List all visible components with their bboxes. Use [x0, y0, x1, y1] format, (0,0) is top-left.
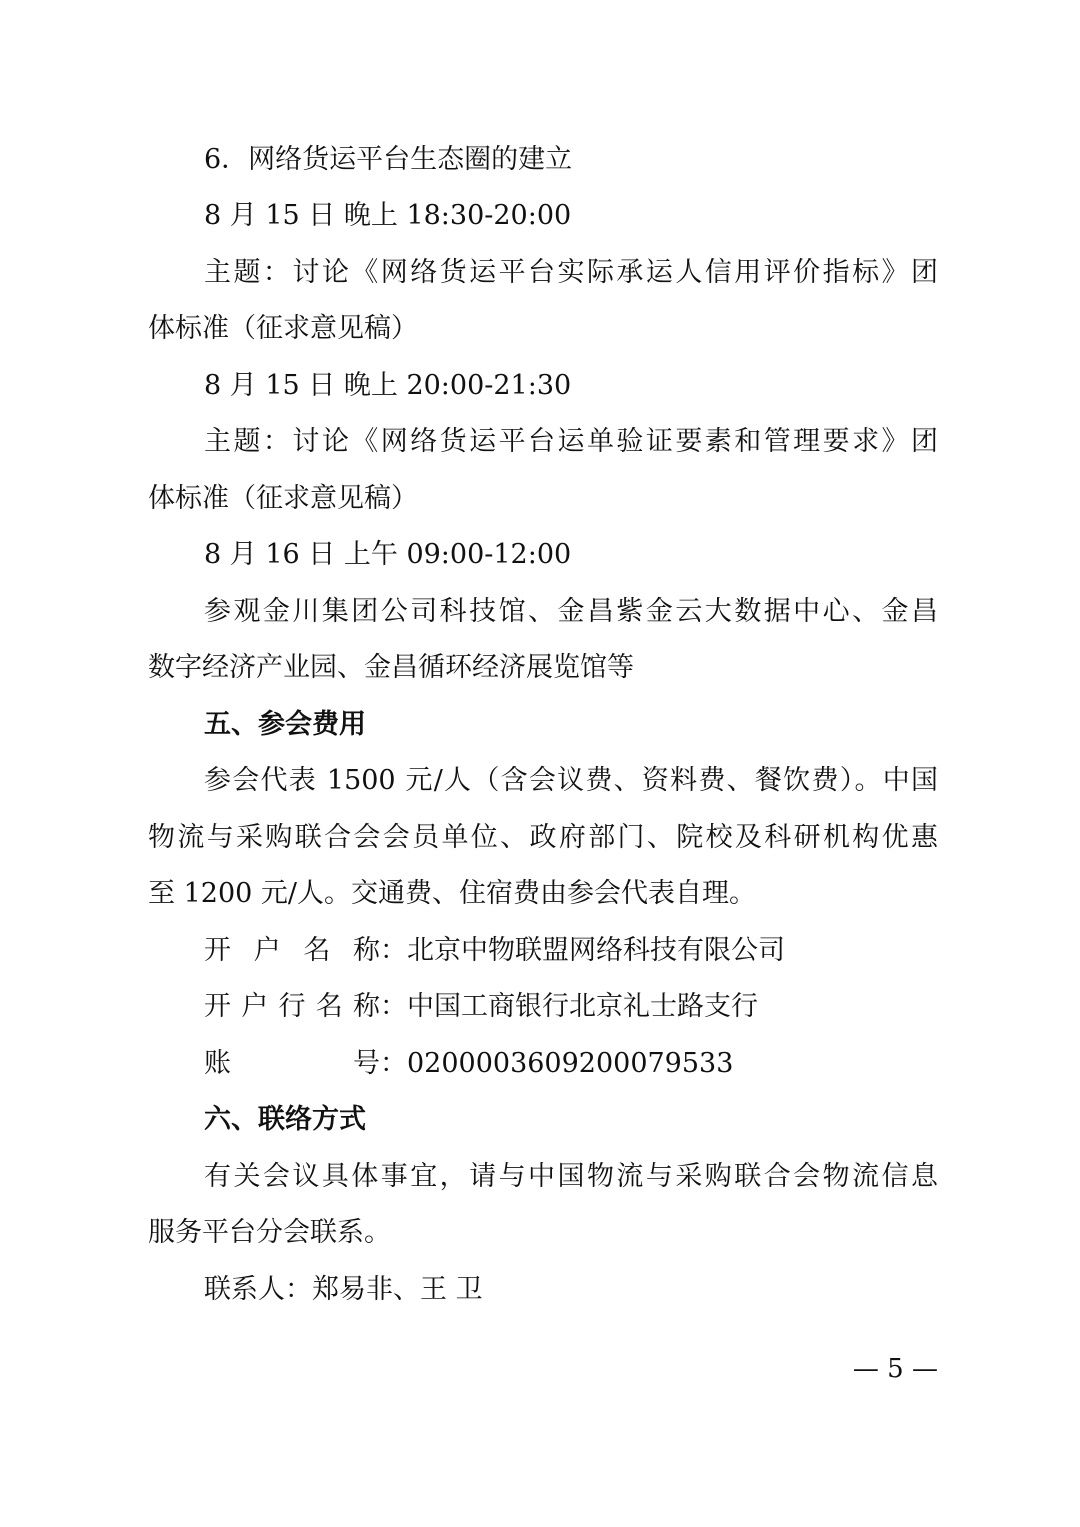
session-2-topic-line-2: 体标准（征求意见稿）: [148, 483, 418, 514]
contact-person: 联系人：郑易非、王 卫: [204, 1274, 483, 1305]
account-name-row: [204, 931, 938, 971]
fees-line-1: 参会代表 1500 元/人（含会议费、资料费、餐饮费）。中国: [204, 765, 938, 796]
session-3-time: 8 月 16 日 上午 09:00-12:00: [204, 539, 572, 570]
bank-name-value: 中国工商银行北京礼士路支行: [407, 991, 758, 1022]
contact-section-heading: 六、联络方式: [204, 1104, 366, 1135]
contact-line-1: 有关会议具体事宜，请与中国物流与采购联合会物流信息: [204, 1161, 938, 1192]
session-3-activity-line-2: 数字经济产业园、金昌循环经济展览馆等: [148, 652, 634, 683]
session-3-activity-line-1: 参观金川集团公司科技馆、金昌紫金云大数据中心、金昌: [204, 596, 938, 627]
account-name-value: 北京中物联盟网络科技有限公司: [407, 935, 785, 966]
session-2-time: 8 月 15 日 晚上 20:00-21:30: [204, 370, 572, 401]
session-1-topic-line-2: 体标准（征求意见稿）: [148, 313, 418, 344]
item-6-heading: 6．网络货运平台生态圈的建立: [204, 144, 573, 175]
account-number-label: 账号: [204, 1048, 380, 1079]
contact-line-2: 服务平台分会联系。: [148, 1217, 391, 1248]
fees-section-heading: 五、参会费用: [204, 709, 366, 740]
bank-name-label: 开户行名称: [204, 991, 380, 1022]
session-1-time: 8 月 15 日 晚上 18:30-20:00: [204, 200, 572, 231]
account-name-label: 开户名称: [204, 935, 380, 966]
account-number-colon: ：: [380, 1048, 407, 1079]
session-1-topic-line-1: 主题：讨论《网络货运平台实际承运人信用评价指标》团: [204, 257, 938, 288]
page-number: — 5 —: [852, 1354, 938, 1384]
account-number-row: [204, 1044, 938, 1084]
account-name-colon: ：: [380, 935, 407, 966]
fees-line-3: 至 1200 元/人。交通费、住宿费由参会代表自理。: [148, 878, 756, 909]
bank-name-row: [204, 987, 938, 1027]
account-number-value: 0200003609200079533: [407, 1048, 734, 1079]
fees-line-2: 物流与采购联合会会员单位、政府部门、院校及科研机构优惠: [148, 822, 938, 853]
session-2-topic-line-1: 主题：讨论《网络货运平台运单验证要素和管理要求》团: [204, 426, 938, 457]
bank-name-colon: ：: [380, 991, 407, 1022]
